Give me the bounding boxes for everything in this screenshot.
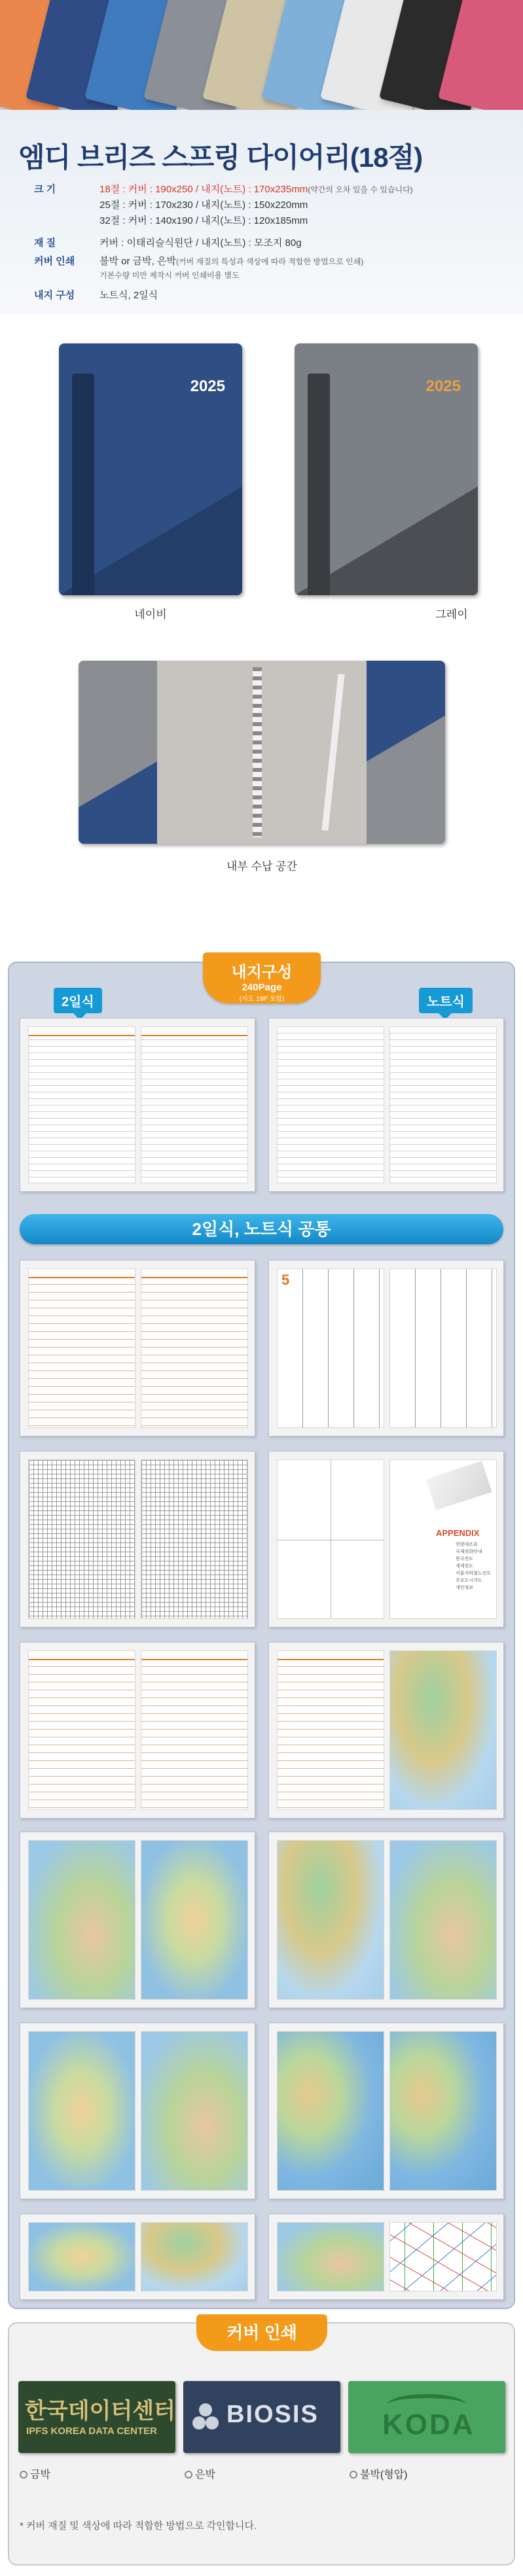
spec-material-key: 재 질 <box>34 237 56 249</box>
memo-page <box>277 1459 384 1619</box>
page-header-bar <box>141 1027 247 1036</box>
hero-photo <box>0 0 523 110</box>
appendix-item: 연령대조표 <box>456 1542 478 1547</box>
calendar-month-number: 5 <box>281 1272 290 1288</box>
spec-print-value: 불박 or 금박, 은박 <box>99 256 176 267</box>
subway-map-spread <box>268 2214 504 2300</box>
spec-inner <box>34 288 158 302</box>
seoul-map-page <box>141 2222 248 2291</box>
radio-dot-icon <box>185 2471 192 2479</box>
page-header-bar <box>278 1651 384 1660</box>
spec-print-note: (커버 재질의 특성과 색상에 따라 적합한 방법으로 인쇄) <box>175 257 364 266</box>
two-day-spread <box>20 1018 255 1192</box>
spec-material <box>34 235 302 249</box>
appendix-list <box>456 1541 491 1592</box>
cover-print-tab: 커버 인쇄 <box>196 2314 327 2351</box>
print-sample-silver-label: 은박 <box>195 2469 215 2480</box>
print-sample-gold <box>18 2381 175 2453</box>
monthly-calendar-spread <box>268 1260 504 1436</box>
world-map-page-left <box>277 2031 384 2191</box>
page-header-bar <box>141 1651 247 1660</box>
appendix-item: 한국전도 <box>456 1557 474 1561</box>
print-sample-gold-label: 금박 <box>30 2469 50 2480</box>
grid-page-left <box>28 1459 135 1619</box>
subway-map-page <box>389 2222 497 2291</box>
biosis-logo-icon <box>192 2403 219 2429</box>
page-header-bar <box>141 1269 247 1278</box>
appendix-item: 주요도시지도 <box>456 1578 482 1583</box>
city-map-spread <box>20 2023 255 2199</box>
spec-size-18-note: (약간의 오차 있을 수 있습니다) <box>308 185 413 194</box>
spec-print <box>34 254 363 268</box>
yearly-plan-right <box>141 1268 248 1428</box>
regional-map-spread-2 <box>268 1832 504 2008</box>
spec-print-key: 커버 인쇄 <box>34 256 75 267</box>
spec-inner-value: 노트식, 2일식 <box>99 290 158 301</box>
print-sample-silver <box>183 2381 340 2453</box>
inner-pages-tab <box>203 952 321 1003</box>
navy-diary-photo <box>59 343 242 595</box>
address-page-left <box>28 1650 135 1810</box>
regional-map-spread-1 <box>20 1832 255 2008</box>
print-sample-emboss-caption <box>350 2466 407 2481</box>
note-page-right <box>389 1026 497 1183</box>
print-sample-gold-caption <box>20 2466 50 2481</box>
cover-print-note: * 커버 재질 및 색상에 따라 적합한 방법으로 각인합니다. <box>20 2520 257 2532</box>
grid-note-spread <box>20 1451 255 1627</box>
yearly-plan-left <box>28 1268 135 1428</box>
common-pages-bar: 2일식, 노트식 공통 <box>20 1214 503 1244</box>
page-header-bar <box>29 1027 135 1036</box>
appendix-item: 세계전도 <box>456 1564 474 1569</box>
regional-map-page <box>389 1840 497 2000</box>
page-header-bar <box>29 1269 135 1278</box>
gray-label: 그레이 <box>435 608 468 621</box>
spec-inner-key: 내지 구성 <box>34 290 75 301</box>
radio-dot-icon <box>20 2471 27 2479</box>
monthly-calendar-right <box>389 1268 497 1428</box>
navy-diary-year: 2025 <box>190 377 225 395</box>
korea-map-page <box>389 1650 497 1810</box>
spec-size-18-value: 18절 : 커버 : 190x250 / 내지(노트) : 170x235mm <box>99 184 308 195</box>
radio-dot-icon <box>350 2471 357 2479</box>
print-sample-emboss <box>348 2381 505 2453</box>
note-spread <box>268 1018 504 1192</box>
two-day-badge: 2일식 <box>54 988 102 1013</box>
open-diary-right-pocket <box>367 661 445 844</box>
appendix-item: 서울지하철노선도 <box>456 1571 492 1576</box>
open-diary-spring-ring <box>253 667 262 837</box>
print-sample-silver-caption <box>185 2466 215 2481</box>
open-label: 내부 수납 공간 <box>226 860 297 873</box>
navy-label: 네이비 <box>134 608 167 621</box>
city-map-page <box>28 2031 135 2191</box>
gray-diary-pen-strap <box>308 374 330 595</box>
navy-diary-pen-strap <box>72 374 94 595</box>
two-day-page-left <box>28 1026 135 1183</box>
world-map-spread <box>268 2023 504 2199</box>
yearly-plan-spread <box>20 1260 255 1436</box>
open-diary-left-pocket <box>79 661 157 844</box>
seoul-map-spread <box>20 2214 255 2300</box>
world-map-page-right <box>389 2031 497 2191</box>
spec-size-key: 크 기 <box>34 184 56 195</box>
spec-material-value: 커버 : 이태리슬식원단 / 내지(노트) : 모조지 80g <box>99 237 302 249</box>
appendix-decoration <box>425 1461 492 1510</box>
print-sample-emboss-label: 불박(형압) <box>360 2469 408 2480</box>
gray-diary-photo <box>295 343 478 595</box>
spec-print-note2: 기본수량 미만 제작시 커버 인쇄비용 별도 <box>99 271 240 280</box>
gray-diary-year: 2025 <box>425 377 461 395</box>
appendix-page <box>389 1459 497 1619</box>
regional-map-page <box>277 1840 384 2000</box>
appendix-spread <box>268 1451 504 1627</box>
note-page-left <box>277 1026 384 1183</box>
print-sample-silver-logo: BIOSIS <box>226 2401 319 2428</box>
spec-size-25: 25절 : 커버 : 170x230 / 내지(노트) : 150x220mm <box>99 200 308 211</box>
page-title: 엠디 브리즈 스프링 다이어리(18절) <box>18 142 423 173</box>
grid-page-right <box>141 1459 248 1619</box>
inner-pages-count-note: (지도 19P 포함) <box>239 996 285 1003</box>
note-style-badge: 노트식 <box>419 988 473 1013</box>
spec-panel <box>0 110 523 314</box>
city-map-page <box>141 2031 248 2191</box>
inner-pages-title: 내지구성 <box>231 964 293 981</box>
print-sample-gold-logo-ko: 한국데이터센터 <box>25 2399 175 2424</box>
monthly-calendar-left <box>277 1268 384 1428</box>
korea-map-spread <box>268 1642 504 1819</box>
address-spread <box>20 1642 255 1819</box>
regional-map-page <box>141 1840 248 2000</box>
regional-map-page <box>28 1840 135 2000</box>
open-diary-photo <box>79 661 445 844</box>
appendix-item: 국제전화안내 <box>456 1550 482 1554</box>
appendix-item: 개인정보 <box>456 1586 474 1590</box>
spec-size-32: 32절 : 커버 : 140x190 / 내지(노트) : 120x185mm <box>99 215 308 226</box>
spec-size-18 <box>34 182 413 196</box>
two-day-page-right <box>141 1026 248 1183</box>
address-page-third <box>277 1650 384 1810</box>
city-map-page <box>277 2222 384 2291</box>
print-sample-emboss-logo: KODA <box>382 2409 475 2441</box>
print-sample-gold-logo-en: IPFS KOREA DATA CENTER <box>26 2426 158 2437</box>
page-header-bar <box>29 1651 135 1660</box>
inner-pages-count: 240Page <box>242 982 282 993</box>
seoul-map-page <box>28 2222 135 2291</box>
address-page-right <box>141 1650 248 1810</box>
appendix-title: APPENDIX <box>436 1528 480 1538</box>
